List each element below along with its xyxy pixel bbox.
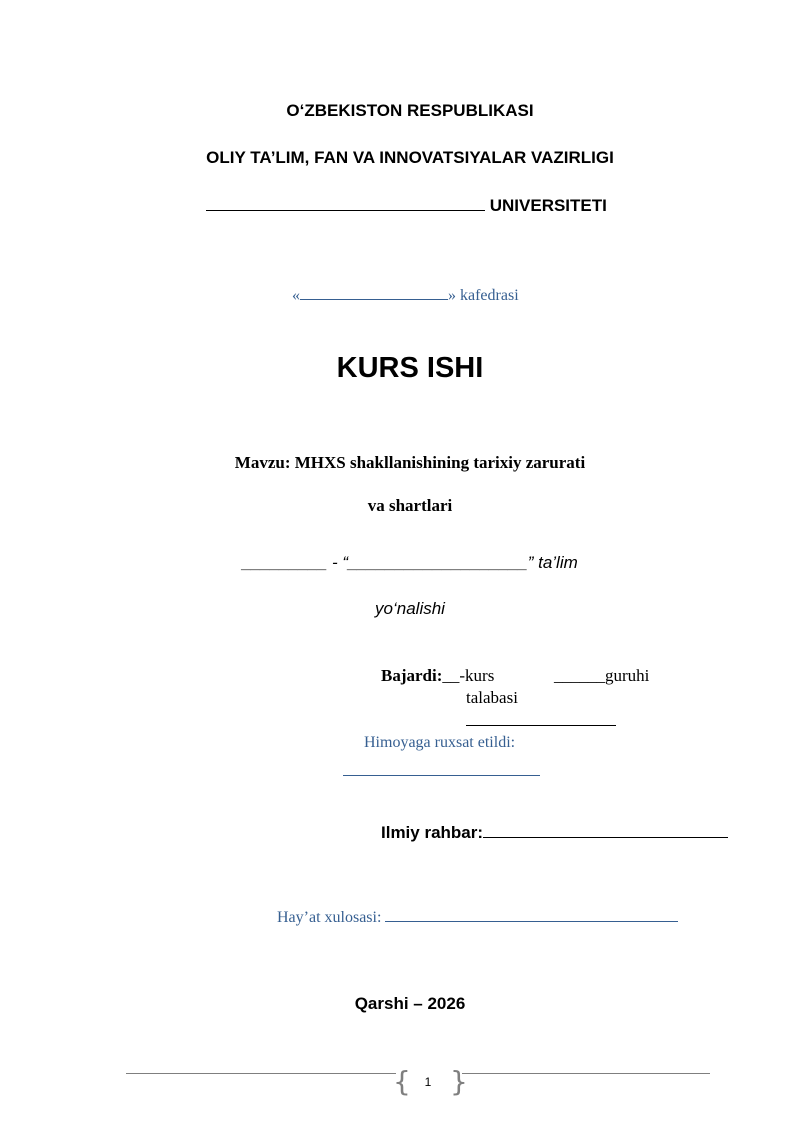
footer-rule-left bbox=[126, 1073, 396, 1074]
course-blank: __ bbox=[442, 666, 460, 685]
page-number: 1 bbox=[424, 1075, 432, 1089]
student-line bbox=[381, 666, 494, 686]
direction-line-1: _________ - “___________________” ta’lim bbox=[242, 553, 578, 572]
group-line bbox=[554, 666, 649, 686]
footer-right-bracket-icon: } bbox=[450, 1065, 468, 1098]
city-year: Qarshi – 2026 bbox=[354, 994, 466, 1013]
student-name-blank bbox=[466, 725, 616, 726]
department-line bbox=[292, 283, 519, 305]
direction-line-2: yo‘nalishi bbox=[375, 599, 445, 618]
student-label: Bajardi: bbox=[381, 666, 443, 685]
group-blank: ______ bbox=[554, 666, 605, 685]
ministry-heading: OLIY TA’LIM, FAN VA INNOVATSIYALAR VAZIRLIGI bbox=[206, 148, 614, 167]
commission-conclusion-blank bbox=[385, 905, 678, 922]
university-line bbox=[206, 193, 607, 216]
supervisor-label: Ilmiy rahbar: bbox=[381, 823, 484, 842]
university-name-blank bbox=[206, 193, 485, 211]
group-suffix: guruhi bbox=[605, 666, 650, 685]
course-suffix: -kurs bbox=[459, 666, 495, 685]
footer-left-bracket-icon: { bbox=[393, 1065, 411, 1098]
department-suffix: » kafedrasi bbox=[448, 287, 519, 304]
student-role: talabasi bbox=[466, 688, 518, 707]
topic-line-2: va shartlari bbox=[367, 496, 453, 515]
topic-line-1: Mavzu: MHXS shakllanishining tarixiy zarurati bbox=[234, 453, 586, 472]
work-title: KURS ISHI bbox=[336, 352, 484, 384]
department-name-blank bbox=[300, 283, 448, 300]
department-open-quote: « bbox=[292, 287, 300, 304]
university-suffix: UNIVERSITETI bbox=[489, 196, 607, 215]
commission-label: Hay’at xulosasi: bbox=[277, 909, 382, 926]
republic-heading: O‘ZBEKISTON RESPUBLIKASI bbox=[286, 101, 534, 120]
footer-rule-right bbox=[462, 1073, 710, 1074]
commission-line bbox=[277, 905, 678, 927]
defense-signature-blank bbox=[343, 775, 540, 776]
defense-label: Himoyaga ruxsat etildi: bbox=[364, 734, 516, 751]
supervisor-line bbox=[381, 820, 728, 843]
supervisor-name-blank bbox=[483, 820, 728, 838]
